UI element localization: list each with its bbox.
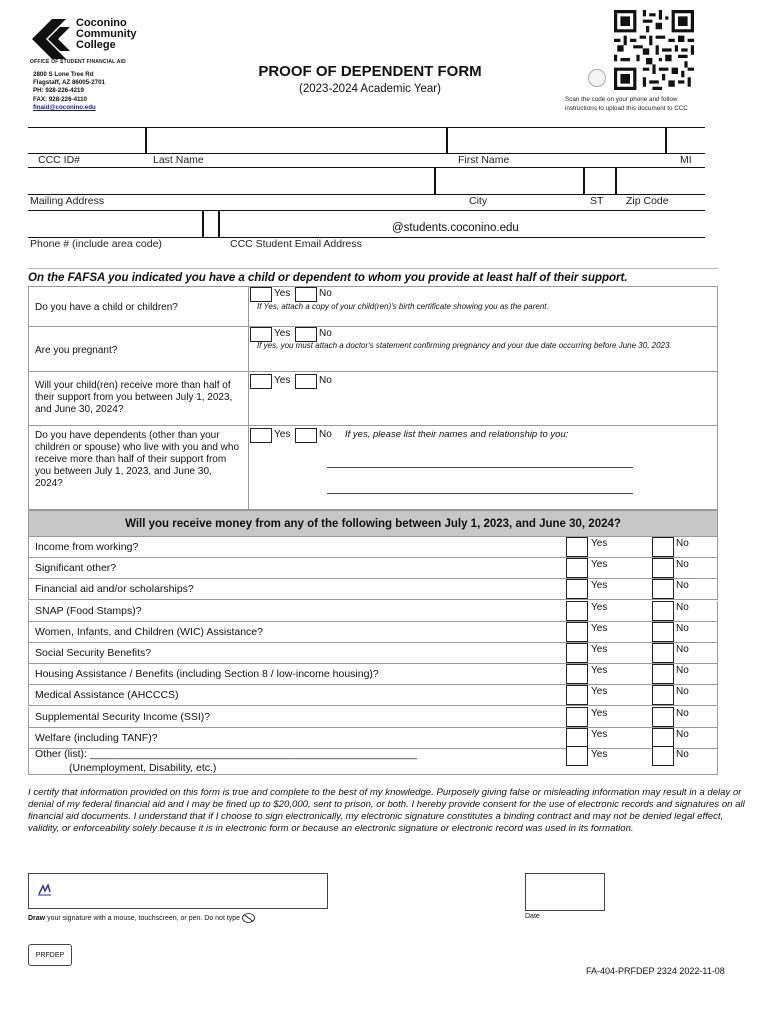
- signature-caption: [28, 913, 255, 923]
- money-yes-checkbox[interactable]: [566, 707, 588, 727]
- money-question-label: Financial aid and/or scholarships?: [35, 583, 194, 596]
- office-phone: PH: 928-226-4219: [33, 87, 84, 95]
- qr-instructions: Scan the code on your phone and follow instructions to upload this document to CCC: [565, 96, 688, 112]
- yes-label: Yes: [591, 622, 608, 634]
- draw-word: Draw: [28, 914, 46, 922]
- q3-yes-checkbox[interactable]: [250, 374, 272, 389]
- money-no-checkbox[interactable]: [652, 537, 674, 557]
- pen-icon: [37, 882, 53, 896]
- field-divider: [434, 167, 436, 194]
- state-label: ST: [590, 195, 604, 207]
- q4-no-checkbox[interactable]: [295, 428, 317, 443]
- yes-label: Yes: [591, 665, 608, 677]
- money-row-other: [28, 747, 718, 775]
- money-no-checkbox[interactable]: [652, 707, 674, 727]
- last-name-input[interactable]: [150, 130, 443, 152]
- fafsa-section-heading: On the FAFSA you indicated you have a child or dependent to whom you provide at least half of their support.: [28, 272, 628, 284]
- money-question-label: SNAP (Food Stamps)?: [35, 604, 142, 617]
- college-name-line3: College: [76, 39, 116, 51]
- yes-label: Yes: [274, 429, 291, 440]
- field-divider: [202, 210, 204, 237]
- no-label: No: [676, 622, 689, 634]
- column-divider: [248, 287, 249, 326]
- money-question-label: Medical Assistance (AHCCCS): [35, 689, 179, 702]
- dependent-name-line[interactable]: [327, 493, 633, 494]
- money-row: [28, 537, 718, 558]
- money-yes-checkbox[interactable]: [566, 601, 588, 621]
- money-row: [28, 622, 718, 643]
- question-row-dependents: [28, 426, 718, 510]
- money-no-checkbox[interactable]: [652, 579, 674, 599]
- yes-label: Yes: [591, 601, 608, 613]
- money-row: [28, 707, 718, 728]
- signature-instruction: your signature with a mouse, touchscreen, or pen. Do not type: [45, 914, 241, 922]
- question-label: Will your child(ren) receive more than half of their support from you between July 1, 2023, and June 30, 2024?: [35, 380, 233, 415]
- date-field[interactable]: [525, 873, 605, 911]
- other-yes-checkbox[interactable]: [566, 746, 588, 766]
- no-label: No: [676, 538, 689, 549]
- mi-label: MI: [680, 154, 692, 166]
- q1-yes-checkbox[interactable]: [250, 287, 272, 302]
- state-input[interactable]: [588, 170, 612, 192]
- other-hint: (Unemployment, Disability, etc.): [69, 762, 217, 774]
- question-row-support: [28, 372, 718, 426]
- zip-label: Zip Code: [626, 195, 669, 207]
- q3-no-checkbox[interactable]: [295, 374, 317, 389]
- date-label: Date: [525, 913, 540, 920]
- money-question-label: Significant other?: [35, 562, 117, 575]
- no-label: No: [676, 559, 689, 571]
- q1-no-checkbox[interactable]: [295, 287, 317, 302]
- money-question-label: Women, Infants, and Children (WIC) Assistance?: [35, 625, 263, 638]
- money-row: [28, 643, 718, 664]
- question-label: Do you have dependents (other than your children or spouse) who live with you and who receive more than half of their support from you between July 1, 2023, and June 30, 2024?: [35, 430, 239, 489]
- money-no-checkbox[interactable]: [652, 685, 674, 705]
- no-label: No: [676, 686, 689, 698]
- question-note: If Yes, attach a copy of your child(ren)'s birth certificate showing you as the parent.: [257, 302, 549, 311]
- question-label: Do you have a child or children?: [35, 302, 178, 313]
- money-yes-checkbox[interactable]: [566, 579, 588, 599]
- field-divider: [583, 167, 585, 194]
- money-yes-checkbox[interactable]: [566, 643, 588, 663]
- certification-text: I certify that information provided on this form is true and complete to the best of my knowledge. Purposely giving false or misleading information may result in a delay or denial of my federal financial aid and I may be fined up to $20,000, sent to prison, or both. I hereby provide consent for the use of electronic records and signatures on all financial aid documents. I understand that if I choose to sign electronically, my electronic signature constitutes a binding contract and may not be denied legal effect, validity, or enforceability solely because it is in electronic form or because an electronic signature or electronic record was used in its formation.: [28, 787, 745, 834]
- yes-label: Yes: [591, 728, 608, 740]
- address-line2: Flagstaff, AZ 86005-2701: [33, 79, 105, 87]
- first-name-input[interactable]: [451, 130, 661, 152]
- no-label: No: [676, 601, 689, 613]
- office-email-link[interactable]: finaid@coconino.edu: [33, 103, 96, 111]
- no-label: No: [319, 429, 332, 440]
- form-code: FA-404-PRFDEP 2324 2022-11-08: [586, 966, 725, 976]
- money-question-label: Welfare (including TANF)?: [35, 731, 158, 744]
- field-divider: [218, 210, 220, 237]
- no-label: No: [319, 375, 332, 386]
- other-no-checkbox[interactable]: [652, 746, 674, 766]
- other-label: Other (list): ________________________________________________________: [35, 748, 417, 760]
- money-row: [28, 685, 718, 706]
- field-divider: [665, 127, 667, 154]
- student-email-label: CCC Student Email Address: [230, 238, 362, 250]
- yes-label: Yes: [274, 288, 291, 299]
- field-divider: [145, 127, 147, 154]
- prfdep-tag: PRFDEP: [28, 944, 72, 966]
- money-question-label: Social Security Benefits?: [35, 647, 152, 659]
- money-yes-checkbox[interactable]: [566, 664, 588, 684]
- money-row: [28, 558, 718, 579]
- no-label: No: [676, 749, 689, 760]
- question-row-pregnant: [28, 327, 718, 372]
- yes-label: Yes: [591, 538, 608, 549]
- yes-label: Yes: [591, 749, 608, 760]
- row-line: [28, 167, 705, 168]
- question-note: If yes, you must attach a doctor's statement confirming pregnancy and your due date occurring before June 30, 2023.: [257, 341, 672, 350]
- yes-label: Yes: [591, 707, 608, 719]
- college-name: [76, 18, 137, 51]
- column-divider: [248, 426, 249, 509]
- mailing-address-input[interactable]: [30, 170, 430, 192]
- money-yes-checkbox[interactable]: [566, 728, 588, 748]
- yes-label: Yes: [274, 328, 291, 339]
- no-label: No: [319, 328, 332, 339]
- upload-icon[interactable]: [588, 69, 606, 87]
- yes-label: Yes: [591, 644, 608, 655]
- phone-label: Phone # (include area code): [30, 238, 162, 250]
- column-divider: [248, 372, 249, 425]
- dependent-name-line[interactable]: [327, 467, 633, 468]
- no-label: No: [676, 728, 689, 740]
- money-row: [28, 579, 718, 600]
- student-email-input[interactable]: [223, 213, 388, 235]
- yes-label: Yes: [591, 559, 608, 571]
- money-row: [28, 664, 718, 685]
- yes-label: Yes: [274, 375, 291, 386]
- money-no-checkbox[interactable]: [652, 643, 674, 663]
- no-label: No: [319, 288, 332, 299]
- no-label: No: [676, 707, 689, 719]
- address-line1: 2800 S Lone Tree Rd: [33, 71, 94, 78]
- college-name-line1: Coconino: [76, 17, 127, 29]
- row-line: [28, 153, 705, 154]
- city-input[interactable]: [439, 170, 579, 192]
- city-label: City: [469, 195, 488, 207]
- form-subtitle: (2023-2024 Academic Year): [299, 83, 441, 95]
- office-label: OFFICE OF STUDENT FINANCIAL AID: [30, 59, 126, 65]
- money-row: [28, 601, 718, 622]
- money-yes-checkbox[interactable]: [566, 622, 588, 642]
- qr-code-icon[interactable]: [614, 10, 694, 90]
- row-line: [28, 194, 705, 195]
- office-fax: FAX: 928-226-4110: [33, 95, 88, 103]
- top-border-line: [28, 127, 705, 128]
- no-label: No: [676, 580, 689, 592]
- yes-label: Yes: [591, 580, 608, 592]
- money-question-label: Supplemental Security Income (SSI)?: [35, 710, 211, 723]
- email-domain-suffix: @students.coconino.edu: [392, 222, 519, 234]
- column-divider: [248, 327, 249, 371]
- money-question-label: Housing Assistance / Benefits (including Section 8 / low-income housing)?: [35, 668, 379, 681]
- mi-input[interactable]: [669, 130, 703, 152]
- row-line: [28, 210, 705, 211]
- no-typing-icon: [242, 913, 255, 923]
- question-row-children: [28, 286, 718, 327]
- question-note: If yes, please list their names and relationship to you:: [345, 429, 569, 440]
- last-name-label: Last Name: [153, 154, 204, 166]
- money-section-heading: Will you receive money from any of the following between July 1, 2023, and June 30, 2024?: [28, 510, 718, 537]
- form-title: PROOF OF DEPENDENT FORM: [258, 63, 482, 80]
- money-no-checkbox[interactable]: [652, 728, 674, 748]
- mailing-address-label: Mailing Address: [30, 195, 105, 207]
- money-yes-checkbox[interactable]: [566, 558, 588, 578]
- zip-input[interactable]: [620, 170, 704, 192]
- college-name-line2: Community: [76, 28, 137, 40]
- money-no-checkbox[interactable]: [652, 558, 674, 578]
- no-label: No: [676, 644, 689, 655]
- field-divider: [446, 127, 448, 154]
- money-question-label: Income from working?: [35, 541, 139, 553]
- money-yes-checkbox[interactable]: [566, 685, 588, 705]
- money-yes-checkbox[interactable]: [566, 537, 588, 557]
- yes-label: Yes: [591, 686, 608, 698]
- phone-input[interactable]: [30, 213, 198, 235]
- ccc-id-input[interactable]: [30, 130, 143, 152]
- ccc-id-label: CCC ID#: [38, 154, 81, 166]
- q2-yes-checkbox[interactable]: [250, 327, 272, 342]
- section-divider: [28, 268, 718, 269]
- money-row: [28, 728, 718, 749]
- money-no-checkbox[interactable]: [652, 622, 674, 642]
- field-divider: [615, 167, 617, 194]
- money-no-checkbox[interactable]: [652, 664, 674, 684]
- q4-yes-checkbox[interactable]: [250, 428, 272, 443]
- no-label: No: [676, 665, 689, 677]
- first-name-label: First Name: [458, 154, 510, 166]
- money-no-checkbox[interactable]: [652, 601, 674, 621]
- question-label: Are you pregnant?: [35, 345, 118, 356]
- q2-no-checkbox[interactable]: [295, 327, 317, 342]
- signature-field[interactable]: [28, 873, 328, 909]
